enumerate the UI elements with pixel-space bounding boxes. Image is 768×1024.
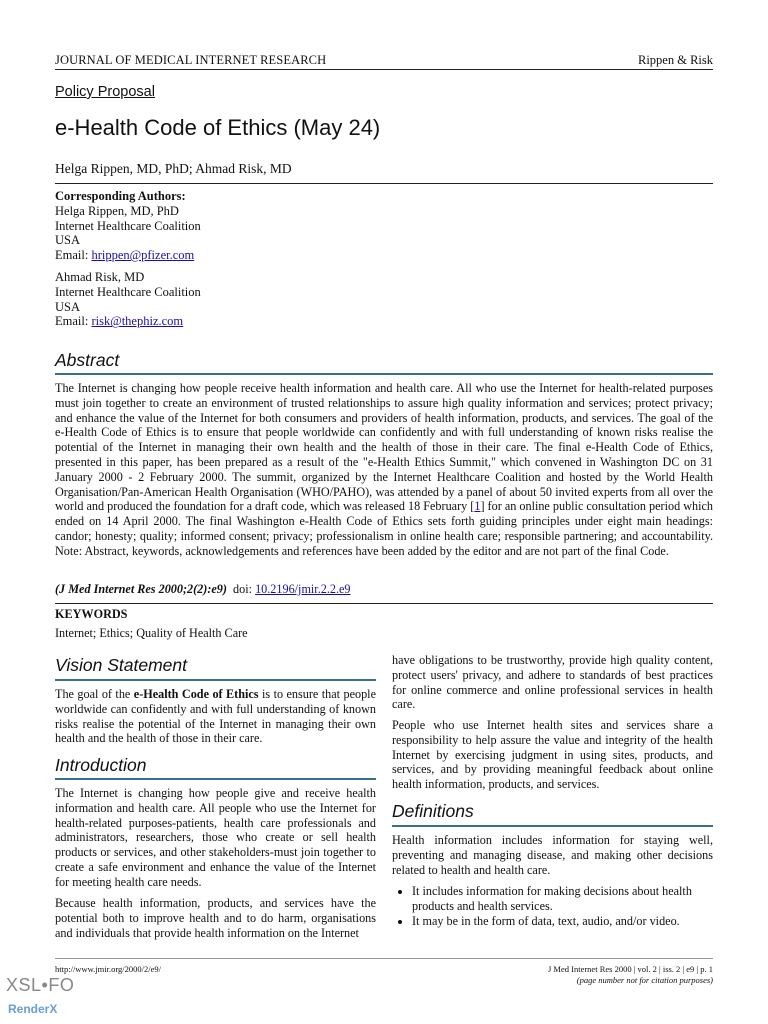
citation-rule <box>55 603 713 604</box>
introduction-paragraph-continued: have obligations to be trustworthy, provide high quality content, protect users' privacy, and adhere to standards of best practices for online commerce and online professional services in health care. <box>392 653 713 712</box>
author-list: Helga Rippen, MD, PhD; Ahmad Risk, MD <box>55 161 292 176</box>
vision-heading-rule <box>55 679 376 681</box>
introduction-heading: Introduction <box>55 755 147 775</box>
vision-heading: Vision Statement <box>55 655 187 675</box>
abstract-heading: Abstract <box>55 350 120 370</box>
abstract-heading-rule <box>55 373 713 375</box>
corresponding-author-email-line <box>55 248 455 263</box>
corresponding-author-name: Ahmad Risk, MD <box>55 269 145 284</box>
abstract-text <box>55 381 713 559</box>
header-rule <box>55 69 713 70</box>
corresponding-author-org: Internet Healthcare Coalition <box>55 284 201 299</box>
running-authors: Rippen & Risk <box>637 53 713 67</box>
keywords-heading: KEYWORDS <box>55 607 128 621</box>
authors-rule <box>55 183 713 184</box>
corresponding-authors <box>55 189 455 329</box>
renderer-logo-text: RenderX <box>8 1002 58 1016</box>
corresponding-author-country: USA <box>55 299 81 314</box>
email-link[interactable]: hrippen@pfizer.com <box>91 248 195 263</box>
corresponding-author-email-line <box>55 314 455 329</box>
doi-label: doi: <box>233 582 253 596</box>
introduction-paragraph: People who use Internet health sites and services share a responsibility to help assure the value and integrity of the health Internet by exercising judgment in using sites, products, and services, and by providing meaningful feedback about online health information, products, and services. <box>392 718 713 792</box>
keywords-text: Internet; Ethics; Quality of Health Care <box>55 626 248 640</box>
corresponding-heading: Corresponding Authors: <box>55 189 186 203</box>
introduction-heading-rule <box>55 778 376 780</box>
email-label: Email: <box>55 248 92 263</box>
corresponding-author-country: USA <box>55 233 81 248</box>
doi-link[interactable]: 10.2196/jmir.2.2.e9 <box>255 582 351 596</box>
article-type[interactable]: Policy Proposal <box>55 84 155 100</box>
reference-link[interactable]: 1 <box>474 499 481 514</box>
vision-bold-term: e-Health Code of Ethics <box>133 687 259 701</box>
list-item: • It includes information for making decisions about health products and health services. <box>412 884 713 914</box>
footer-rule <box>55 958 713 959</box>
definitions-paragraph: Health information includes information for staying well, preventing and managing disease, and making other decisions related to health and health care. <box>392 833 713 877</box>
email-label: Email: <box>55 314 92 329</box>
citation-ref: (J Med Internet Res 2000;2(2):e9) <box>55 582 227 596</box>
definitions-list <box>392 884 713 928</box>
corresponding-author-org: Internet Healthcare Coalition <box>55 218 201 233</box>
footer-journal-ref <box>548 964 713 986</box>
introduction-paragraph: The Internet is changing how people give and receive health information and health care. All people who use the Internet for health-related purposes-patients, health care professionals and administrators, researchers, those who create or sell health products or services, and other stakeholders-must join together to create a safe environment and enhance the value of the Internet for meeting health care needs. <box>55 786 376 889</box>
corresponding-author-name: Helga Rippen, MD, PhD <box>55 203 179 218</box>
article-title: e-Health Code of Ethics (May 24) <box>55 115 381 140</box>
vision-text-part: is to ensure that people worldwide can confidently and with full understanding of known risks realise the potential of the Internet in managing their own health and the health of those in their care. <box>55 687 376 746</box>
renderer-logo: XSL•FO <box>6 975 75 995</box>
footer-citation: J Med Internet Res 2000 | vol. 2 | iss. 2 | e9 | p. 1 <box>548 964 713 974</box>
footer-note: (page number not for citation purposes) <box>576 975 713 985</box>
vision-text <box>55 687 376 746</box>
introduction-paragraph: Because health information, products, and services have the potential both to improve health and to do harm, organisations and individuals that provide health information on the Internet <box>55 896 376 940</box>
email-link[interactable]: risk@thephiz.com <box>91 314 184 329</box>
definitions-heading-rule <box>392 825 713 827</box>
journal-name: JOURNAL OF MEDICAL INTERNET RESEARCH <box>55 53 327 67</box>
footer-url[interactable]: http://www.jmir.org/2000/2/e9/ <box>55 964 162 974</box>
citation-line <box>55 582 351 597</box>
abstract-text-part: The Internet is changing how people receive health information and health care. All who use the Internet for health-related purposes must join together to create an environment of trusted relationships to assure high quality information and services; protect privacy; and enhance the value of the Internet for both consumers and providers of health information, products, and services. The goal of the e-Health Code of Ethics is to ensure that people worldwide can confidently and with full understanding of known risks realise the potential of the Internet in managing their own health and the health of those in their care. The final e-Health Code of Ethics, presented in this paper, has been prepared as a result of the "e-Health Ethics Summit," which convened in Washington DC on 31 January 2000 - 2 February 2000. The summit, organized by the Internet Healthcare Coalition and hosted by the World Health Organisation/Pan-American Health Organisation (WHO/PAHO), was attended by a panel of about 50 invited experts from all over the world and produced the foundation for a draft code, which was released 18 February [ <box>55 381 713 514</box>
list-item: • It may be in the form of data, text, audio, and/or video. <box>412 914 713 929</box>
definitions-heading: Definitions <box>392 801 474 821</box>
abstract-text-part: ] for an online public consultation period which ended on 14 April 2000. The final Washington e-Health Code of Ethics sets forth guiding principles under eight main headings: candor; honesty; quality; informed consent; privacy; professionalism in online health care; responsible partnering; and accountability. Note: Abstract, keywords, acknowledgements and references have been added by the editor and are not part of the final Code. <box>55 499 713 558</box>
vision-text-part: The goal of the <box>55 687 134 701</box>
